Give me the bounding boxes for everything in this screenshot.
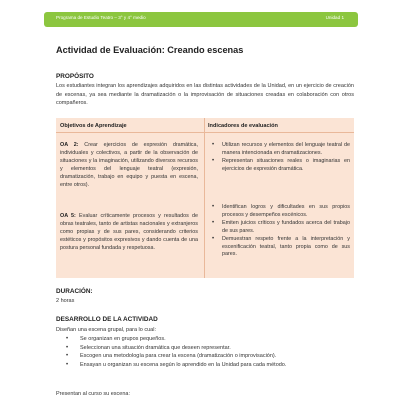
indicator-list-2 (210, 204, 350, 259)
list-item: • Ensayan u organizan su escena según lo aprendido en la Unidad para cada método. (56, 361, 354, 370)
unit-label: Unidad 1 (325, 15, 344, 20)
development-steps (56, 335, 354, 369)
col-header-indicators: Indicadores de evaluación (208, 123, 278, 129)
objective-oa2 (60, 142, 198, 189)
duration-value: 2 horas (56, 298, 75, 304)
development-intro: Diseñan una escena grupal, para lo cual: (56, 327, 156, 333)
duration-heading: DURACIÓN: (56, 288, 93, 295)
list-item: • Escogen una metodología para crear la escena (dramatización o improvisación). (56, 352, 354, 361)
purpose-heading: PROPÓSITO (56, 73, 94, 80)
page-title: Actividad de Evaluación: Creando escenas (56, 45, 244, 55)
header-bar (44, 12, 358, 27)
list-item: • Emiten juicios críticos y fundados acerca del trabajo de sus pares. (210, 220, 350, 236)
objective-text: Evaluar críticamente procesos y resultados de obras teatrales, tanto de artistas nacionales y extranjeros como propias y de sus pares, considerando criterios estéticos y propósitos expresivos y dando cuenta de una postura personal fundada y respetuosa. (60, 213, 199, 251)
list-item: • Identifican logros y dificultades en sus propios procesos y desempeños escénicos. (210, 204, 350, 220)
list-item: • Representan situaciones reales o imaginarias en ejercicios de expresión dramática. (210, 158, 350, 174)
objectives-table (56, 118, 354, 278)
list-item: • Seleccionan una situación dramática que deseen representar. (56, 344, 354, 353)
objective-code: OA 2: (60, 142, 79, 148)
list-item: • Demuestran respeto frente a la interpretación y escenificación teatral, tanto propia como de sus pares. (210, 236, 350, 260)
list-item: • Utilizan recursos y elementos del lenguaje teatral de manera intencionada en dramatizaciones. (210, 142, 350, 158)
purpose-text: Los estudiantes integran los aprendizajes adquiridos en las distintas actividades de la Unidad, en un ejercicio de creación de escenas, ya sea mediante la dramatización o la improvisación de situaciones creadas en colaboración con otros compañeros. (56, 83, 354, 106)
objective-code: OA 5: (60, 213, 76, 219)
objective-text: Crear ejercicios de expresión dramática, individuales y colectivos, a partir de la observación de situaciones y la imaginación, utilizando diversos recursos y elementos del lenguaje teatral (expresión, dramatización, trabajo en equipo y puesta en escena, entre otros). (60, 142, 198, 188)
program-label: Programa de Estudio Teatro – 3° y 4° medio (56, 15, 146, 20)
table-divider (204, 118, 205, 278)
development-outro: Presentan al curso su escena: (56, 391, 130, 397)
list-item: • Se organizan en grupos pequeños. (56, 335, 354, 344)
objective-oa5 (60, 213, 198, 253)
col-header-objectives: Objetivos de Aprendizaje (60, 123, 127, 129)
development-heading: DESARROLLO DE LA ACTIVIDAD (56, 316, 158, 323)
indicator-list-1 (210, 142, 350, 174)
